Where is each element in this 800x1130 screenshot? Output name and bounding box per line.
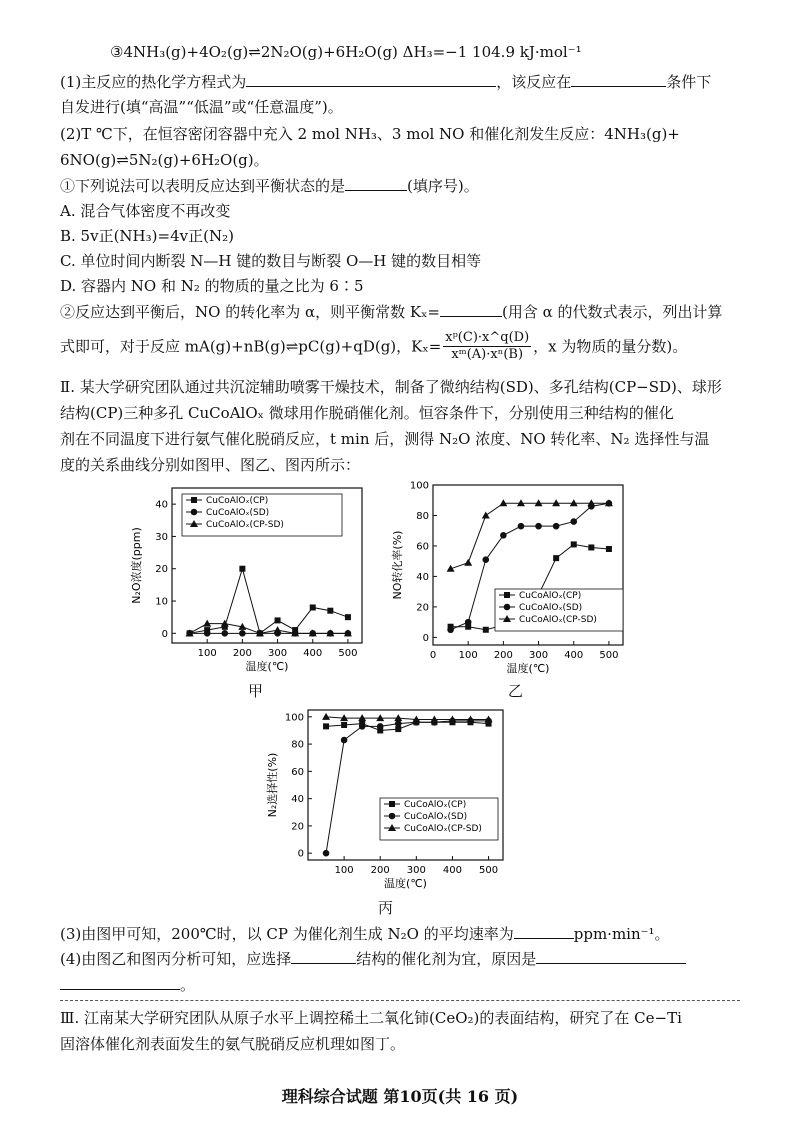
bing-series-line-triangle [326,717,489,720]
bing-x-tick-label: 500 [479,865,499,876]
yi-x-tick-label: 500 [599,650,619,661]
yi-data-point-circle [447,626,454,633]
jia-y-tick-label: 0 [161,628,168,640]
yi-data-point-triangle [587,499,595,506]
yi-data-point-square [588,544,594,550]
yi-y-tick-label: 20 [416,602,429,614]
jia-data-point-square [327,608,333,614]
bing-x-tick-label: 400 [442,865,462,876]
q1-text-c: 条件下 [666,73,712,91]
jia-y-tick-label: 40 [155,499,168,511]
jia-x-tick-label: 500 [338,648,358,659]
bing-legend-entry: CuCoAlOₓ(SD) [404,812,468,822]
bing-legend-marker [389,801,395,807]
yi-data-point-circle [535,523,542,530]
yi-x-tick-label: 200 [493,650,513,661]
q1-text-b: ，该反应在 [496,73,572,91]
bing-data-point-circle [395,720,402,727]
bing-series-line-square [326,722,489,730]
chart-bing [250,700,515,898]
q4-end: 。 [180,976,196,994]
yi-data-point-triangle [464,559,472,566]
bing-data-point-triangle [322,713,330,720]
yi-data-point-circle [482,556,489,563]
q4-answer-blank-2[interactable] [536,949,686,964]
q4-answer-blank-1[interactable] [291,949,356,964]
jia-x-tick-label: 300 [268,648,288,659]
jia-legend-entry: CuCoAlOₓ(CP-SD) [206,520,284,530]
q2-sub1-answer-blank[interactable] [345,176,407,191]
yi-data-point-circle [553,523,560,530]
yi-data-point-square [571,541,577,547]
question-1-line-2: 自发进行(填“高温”“低温”或“任意温度”)。 [60,98,343,116]
bing-data-point-square [341,722,347,728]
section-ii-line-1: Ⅱ. 某大学研究团队通过共沉淀辅助喷雾干燥技术，制备了微纳结构(SD)、多孔结构(CP−SD)、球形 [60,378,722,396]
section-iii-line-1: Ⅲ. 江南某大学研究团队从原子水平上调控稀土二氧化铈(CeO₂)的表面结构，研究了在 Ce−Ti [60,1009,682,1027]
kx-answer-blank[interactable] [440,302,502,317]
bing-y-axis-label: N₂选择性(%) [266,752,279,818]
bing-y-tick-label: 20 [291,821,304,833]
bing-data-point-circle [341,737,348,744]
bing-y-tick-label: 0 [297,848,304,860]
kx-fraction [443,330,531,363]
chart-jia-svg [120,478,370,678]
bing-data-point-square [395,726,401,732]
option-d: D. 容器内 NO 和 N₂ 的物质的量之比为 6∶5 [60,277,364,295]
yi-data-point-square [483,627,489,633]
bing-legend-entry: CuCoAlOₓ(CP-SD) [404,824,482,834]
section-divider [60,1000,740,1001]
question-2-sub-1 [60,176,479,196]
yi-data-point-triangle [499,499,507,506]
jia-y-axis-label: N₂O浓度(ppm) [130,527,143,604]
bing-y-tick-label: 40 [291,794,304,806]
yi-legend-entry: CuCoAlOₓ(CP-SD) [519,615,597,625]
bing-legend-marker [389,813,396,820]
equation-3: ③4NH₃(g)+4O₂(g)⇌2N₂O(g)+6H₂O(g) ΔH₃=−1 104.9 kJ·mol⁻¹ [110,43,582,61]
yi-data-point-circle [465,619,472,626]
yi-data-point-circle [570,518,577,525]
yi-data-point-triangle [570,499,578,506]
chart-bing-svg [250,700,515,898]
chart-yi-svg [391,475,635,680]
q1-answer-blank-2[interactable] [571,72,666,87]
yi-series-line-triangle [451,503,609,569]
jia-data-point-triangle [274,626,282,633]
bing-x-axis-label: 温度(℃) [384,877,427,890]
bing-data-point-circle [323,850,330,857]
jia-y-tick-label: 10 [155,596,168,608]
question-4-continuation [60,975,195,995]
yi-y-tick-label: 80 [416,510,429,522]
kx-definition-end: ，x 为物质的量分数)。 [533,337,688,356]
jia-y-tick-label: 30 [155,531,168,543]
yi-data-point-square [553,555,559,561]
bing-y-tick-label: 100 [284,712,304,724]
question-4 [60,949,686,969]
jia-x-tick-label: 200 [232,648,252,659]
section-ii-line-2: 结构(CP)三种多孔 CuCoAlOₓ 微球用作脱硝催化剂。恒容条件下，分别使用三种结构的催化 [60,404,674,422]
bing-data-point-circle [359,723,366,730]
chart-yi [391,475,635,680]
q2-sub1-text: ①下列说法可以表明反应达到平衡状态的是 [60,177,346,195]
question-3 [60,924,670,944]
jia-legend-entry: CuCoAlOₓ(SD) [206,508,270,518]
yi-y-tick-label: 100 [409,480,429,492]
yi-data-point-triangle [517,499,525,506]
yi-legend-entry: CuCoAlOₓ(CP) [519,591,582,601]
section-ii-line-3: 剂在不同温度下进行氨气催化脱硝反应，t min 后，测得 N₂O 浓度、NO 转化率、N₂ 选择性与温 [60,430,710,448]
kx-denominator: xᵐ(A)·xⁿ(B) [451,347,524,362]
section-iii-line-2: 固溶体催化剂表面发生的氨气脱硝反应机理如图丁。 [60,1035,406,1053]
option-c: C. 单位时间内断裂 N—H 键的数目与断裂 O—H 键的数目相等 [60,252,482,270]
yi-legend-marker [504,604,511,611]
yi-data-point-circle [518,523,525,530]
yi-y-axis-label: NO转化率(%) [391,530,404,600]
jia-data-point-circle [204,630,211,637]
jia-legend-marker [191,509,198,516]
yi-y-tick-label: 60 [416,541,429,553]
jia-data-point-circle [239,630,246,637]
jia-data-point-square [239,566,245,572]
jia-legend-entry: CuCoAlOₓ(CP) [206,496,269,506]
yi-y-tick-label: 40 [416,571,429,583]
yi-x-axis-label: 温度(℃) [506,662,550,675]
question-2-line-2: 6NO(g)⇌5N₂(g)+6H₂O(g)。 [60,151,269,169]
q1-answer-blank-1[interactable] [246,72,496,87]
jia-data-point-square [275,617,281,623]
jia-legend-marker [191,497,197,503]
q2-sub2-text-end: (用含 α 的代数式表示，列出计算 [502,303,723,321]
question-1-line-1 [60,72,711,92]
bing-x-tick-label: 100 [334,865,354,876]
jia-x-tick-label: 400 [303,648,323,659]
bing-legend-entry: CuCoAlOₓ(CP) [404,800,467,810]
question-2-line-1: (2)T ℃下，在恒容密闭容器中充入 2 mol NH₃、3 mol NO 和催化剂发生反应：4NH₃(g)+ [60,125,680,143]
yi-legend-marker [504,592,510,598]
jia-data-point-square [310,604,316,610]
figure-label-jia: 甲 [248,682,264,700]
q4-text-a: (4)由图乙和图丙分析可知，应选择 [60,950,292,968]
jia-x-tick-label: 100 [197,648,217,659]
bing-y-tick-label: 60 [291,766,304,778]
option-a: A. 混合气体密度不再改变 [60,202,231,220]
question-2-sub-2 [60,302,723,322]
bing-x-tick-label: 200 [370,865,390,876]
yi-data-point-square [606,546,612,552]
bing-data-point-circle [377,723,384,730]
page-footer: 理科综合试题 第10页(共 16 页) [281,1087,519,1106]
bing-x-tick-label: 300 [406,865,426,876]
q3-unit: ppm·min⁻¹。 [573,925,670,943]
yi-data-point-triangle [535,499,543,506]
yi-x-tick-label: 0 [429,650,437,661]
yi-x-tick-label: 100 [458,650,478,661]
yi-x-tick-label: 400 [564,650,584,661]
yi-legend-entry: CuCoAlOₓ(SD) [519,603,583,613]
figure-label-bing: 丙 [378,899,394,917]
q1-text-a: (1)主反应的热化学方程式为 [60,73,247,91]
bing-y-tick-label: 80 [291,739,304,751]
jia-data-point-circle [221,630,228,637]
jia-y-tick-label: 20 [155,564,168,576]
q4-answer-blank-3[interactable] [60,975,180,990]
yi-y-tick-label: 0 [422,632,429,644]
jia-data-point-square [345,614,351,620]
q3-text: (3)由图甲可知，200℃时，以 CP 为催化剂生成 N₂O 的平均速率为 [60,925,514,943]
kx-numerator: xᵖ(C)·x^q(D) [445,330,530,345]
q2-sub1-text-end: (填序号)。 [407,177,479,195]
kx-definition-line [60,330,687,368]
yi-x-tick-label: 300 [529,650,549,661]
q3-answer-blank[interactable] [514,924,574,939]
bing-data-point-square [323,723,329,729]
q2-sub2-text: ②反应达到平衡后，NO 的转化率为 α，则平衡常数 Kₓ= [60,303,440,321]
figure-label-yi: 乙 [508,682,524,700]
yi-data-point-circle [500,532,507,539]
q4-text-b: 结构的催化剂为宜，原因是 [356,950,537,968]
yi-data-point-triangle [482,511,490,518]
yi-data-point-triangle [552,499,560,506]
jia-x-axis-label: 温度(℃) [245,660,289,673]
kx-definition-text: 式即可，对于反应 mA(g)+nB(g)⇌pC(g)+qD(g)，Kₓ= [60,337,442,356]
section-ii-line-4: 度的关系曲线分别如图甲、图乙、图丙所示： [60,456,361,474]
chart-jia [120,478,370,678]
option-b: B. 5v正(NH₃)=4v正(N₂) [60,227,234,245]
